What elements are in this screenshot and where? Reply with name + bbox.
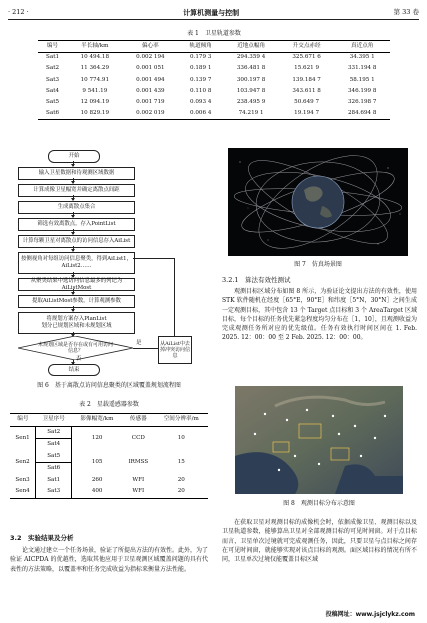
table1-header-cell: 轨道倾角 xyxy=(178,41,223,53)
table1-cell: 0.179 3 xyxy=(190,54,212,61)
table1-header-cell: 升交点赤经 xyxy=(279,41,335,53)
table-row xyxy=(38,86,390,97)
table2-cell: 260 xyxy=(91,476,103,483)
table2-caption: 表 2 星载遥感器参数 xyxy=(79,401,139,408)
flow-step-start: 开始 xyxy=(48,150,100,163)
table1-cell: 9 541.19 xyxy=(82,87,108,94)
fig7-caption: 图 7 仿真场景图 xyxy=(294,261,342,268)
table1-cell: 0.139 7 xyxy=(190,76,212,83)
table1-cell: 238.495 9 xyxy=(236,98,266,105)
table1-cell: 0.001 051 xyxy=(136,65,165,72)
flow-arrow xyxy=(73,246,74,251)
table1-caption: 表 1 卫星轨道参数 xyxy=(187,30,241,37)
section-3-2-text: 论文通过建立一个任务场景，验证了所提出方法的有效性。此外，为了验证 AICPDA 的优越性，选取其他应用于卫星观测区域覆盖问题的具有代表性的方法策略，以覆盖率和任务完成收益为指标来衡量方法性能。 xyxy=(10,547,209,573)
table2-cell: 105 xyxy=(91,458,103,465)
section-3-2-1-text: 观测目标区域分布如图 8 所示，为验证论文提出方法的有效性，使用 STK 软件随机在经度［65°E，90°E］和纬度［5°N，30°N］之间生成一定观测目标，其中包含 13 个 Target 点目标和 3 个 AreaTarget 区域目标，每个目标的任务优先紧急程度均匀分布在［1，10］，且观测收益为完成观测任务所对应的优先级值。任务有效执行时间区间在 1. Feb. 2025. 12：00：00 至 2 Feb. 2025. 12：00：00。 xyxy=(222,288,417,342)
table2-cell: Sat2 xyxy=(36,426,72,439)
table2-cell: IRMSS xyxy=(128,458,149,465)
flow-arrow xyxy=(73,161,74,166)
right-bottom-text: 在获取卫星对观测目标的成像机会时，依据成像卫星、观测目标以及卫星轨道参数，能够算出卫星对全部观测目标的可见时间窗。对于点目标而言，卫星单次过境就可完成观测任务，因此，只要卫星与点目标之间存在可见时间窗，就能够实现对该点目标的观测。面区域目标的情况有所不同，卫星单次过境仅能覆盖目标区域 xyxy=(222,519,417,564)
table2-cell: Sen3 xyxy=(15,476,30,483)
footer-url: 投稿网址：www.jsjclykz.com xyxy=(325,610,415,618)
orbit-parameter-table xyxy=(38,40,390,120)
table1-cell: Sat4 xyxy=(46,87,60,94)
flow-step-planlist: 将规划方案存入PlanList 划分已规划区域和未规划区域 xyxy=(18,312,135,334)
flow-arrow xyxy=(73,212,74,217)
table1-cell: 300.197 8 xyxy=(236,76,266,83)
table2-cell: WFI xyxy=(132,476,145,483)
table1-cell: 10 829.19 xyxy=(80,110,110,117)
table1-cell: 336.481 8 xyxy=(236,65,266,72)
table1-cell: Sat5 xyxy=(46,98,60,105)
table-row xyxy=(38,97,390,108)
table-row xyxy=(38,75,390,86)
table1-header-cell: 编号 xyxy=(38,41,67,53)
table2-cell: Sen2 xyxy=(15,458,30,465)
table1-cell: 325.671 6 xyxy=(292,54,321,61)
flow-decision-text: 未规划区域是否存在或有可用访问信息？ xyxy=(38,341,114,354)
table1-cell: 58.195 1 xyxy=(349,76,375,83)
section-3-2-title: 3.2 实验结果及分析 xyxy=(10,534,74,542)
table2-cell: 15 xyxy=(177,458,185,465)
flow-yes-label: 是 xyxy=(136,340,142,346)
table1-header-cell: 真近点角 xyxy=(334,41,390,53)
table1-cell: 0.001 719 xyxy=(136,98,165,105)
table1-cell: 0.001 439 xyxy=(136,87,165,94)
table1-cell: 0.001 494 xyxy=(136,76,165,83)
table1-cell: 103.947 8 xyxy=(236,87,266,94)
table1-cell: 346.199 8 xyxy=(347,87,377,94)
flow-yes-line xyxy=(133,348,158,349)
table1-cell: 15.621 9 xyxy=(294,65,320,72)
table1-header-cell: 偏心率 xyxy=(123,41,179,53)
table2-cell: Sat1 xyxy=(36,475,72,487)
table1-cell: Sat3 xyxy=(46,76,60,83)
table-row xyxy=(10,451,208,463)
table1-cell: 326.198 7 xyxy=(347,98,377,105)
table1-cell: 19.194 7 xyxy=(294,110,320,117)
running-header xyxy=(8,6,419,20)
table2-cell: 20 xyxy=(177,476,185,483)
table1-cell: 0.189 1 xyxy=(190,65,212,72)
table-row xyxy=(10,475,208,487)
flow-arrow xyxy=(73,229,74,234)
table1-cell: 11 364.29 xyxy=(80,65,110,72)
table-row xyxy=(38,108,390,120)
flow-arrow xyxy=(73,306,74,311)
table1-cell: 0.002 194 xyxy=(136,54,165,61)
table1-cell: 10 494.18 xyxy=(80,54,110,61)
table-row xyxy=(38,64,390,75)
table1-cell: 284.694 8 xyxy=(347,110,377,117)
table1-cell: 12 094.19 xyxy=(80,98,110,105)
journal-name: 计算机测量与控制 xyxy=(183,7,240,17)
table1-cell: 331.194 8 xyxy=(347,65,377,72)
section-3-2-1-title: 3.2.1 算法有效性测试 xyxy=(222,276,291,284)
flow-step-cluster: 按侧视角对每组访问信息聚类，得到AiList1，AiList2…… xyxy=(18,252,135,274)
table-row xyxy=(10,486,208,498)
flow-step-end: 结束 xyxy=(48,364,100,376)
fig6-caption: 图 6 基于离散点访问信息聚类的区域覆盖规划流程图 xyxy=(37,382,181,389)
table1-cell: 74.219 1 xyxy=(238,110,264,117)
table2-cell: 120 xyxy=(91,434,103,441)
flow-arrow xyxy=(73,289,74,294)
table2-header-cell: 卫星序号 xyxy=(36,414,72,427)
flow-side-box: 从AiList中去掉冲突访问信息 xyxy=(158,336,192,364)
table1-cell: 10 774.91 xyxy=(80,76,110,83)
fig7-simulation-scene xyxy=(228,148,408,256)
table2-cell: 10 xyxy=(177,434,185,441)
flow-step-generate-points: 生成离散点集合 xyxy=(18,201,135,214)
flow-step-extract: 提取AiListMost参数，计算观测参数 xyxy=(18,295,135,308)
table1-cell: 139.184 7 xyxy=(292,76,321,83)
table2-cell: Sat6 xyxy=(36,463,72,475)
flow-loop-line xyxy=(133,258,174,259)
table1-cell: 50.649 7 xyxy=(294,98,320,105)
flow-loop-line xyxy=(174,258,175,336)
table1-header-cell: 近地点幅角 xyxy=(223,41,279,53)
table1-cell: 294.359 4 xyxy=(236,54,266,61)
fig8-target-map xyxy=(235,386,403,494)
flow-arrow xyxy=(73,272,74,277)
table1-cell: 0.006 4 xyxy=(190,110,212,117)
flow-no-label: 否 xyxy=(76,356,82,362)
table2-cell: Sat4 xyxy=(36,439,72,451)
table2-header-cell: 编号 xyxy=(10,414,36,427)
table-row xyxy=(38,52,390,64)
table1-cell: 0.002 019 xyxy=(136,110,165,117)
flow-arrow xyxy=(73,178,74,183)
table2-header-cell: 传感器 xyxy=(122,414,154,427)
flow-step-swath: 计算成像卫星幅宽并确定离散点间距 xyxy=(18,184,135,197)
table2-cell: WFI xyxy=(132,488,145,495)
volume: 第 33 卷 xyxy=(393,8,419,17)
flow-step-input: 输入卫星数据和待观测区域数据 xyxy=(18,167,135,180)
table1-cell: Sat2 xyxy=(46,65,60,72)
table-row xyxy=(10,426,208,439)
table2-cell: Sen4 xyxy=(15,488,30,495)
table1-cell: 0.093 4 xyxy=(190,98,212,105)
sensor-parameter-table xyxy=(10,413,208,499)
flow-step-select-most: 从聚类结果中选访问信息最多的列记为AiListMost xyxy=(18,278,135,291)
table2-cell: 20 xyxy=(177,488,185,495)
page-number: · 212 · xyxy=(8,8,29,17)
flow-arrow xyxy=(73,195,74,200)
table1-cell: 343.611 8 xyxy=(292,87,321,94)
table2-cell: CCD xyxy=(131,434,145,441)
flow-step-access: 计算每颗卫星对离散点的访问信息存入AiList xyxy=(18,235,135,248)
table2-cell: Sat3 xyxy=(36,486,72,498)
table2-header-cell: 影像幅宽/km xyxy=(72,414,122,427)
table1-header-cell: 半长轴/km xyxy=(67,41,123,53)
table2-cell: Sen1 xyxy=(15,434,30,441)
flowchart xyxy=(18,150,208,374)
table1-cell: Sat1 xyxy=(46,54,60,61)
table1-cell: 34.395 1 xyxy=(349,54,375,61)
flow-step-filter: 筛选有效离散点，存入PointList xyxy=(18,218,135,231)
table1-cell: Sat6 xyxy=(46,110,60,117)
table2-cell: Sat5 xyxy=(36,451,72,463)
fig8-caption: 图 8 观测目标分布示意图 xyxy=(283,500,355,507)
table2-cell: 400 xyxy=(91,488,103,495)
table1-cell: 0.110 8 xyxy=(190,87,212,94)
table2-header-cell: 空间分辨率/m xyxy=(155,414,209,427)
